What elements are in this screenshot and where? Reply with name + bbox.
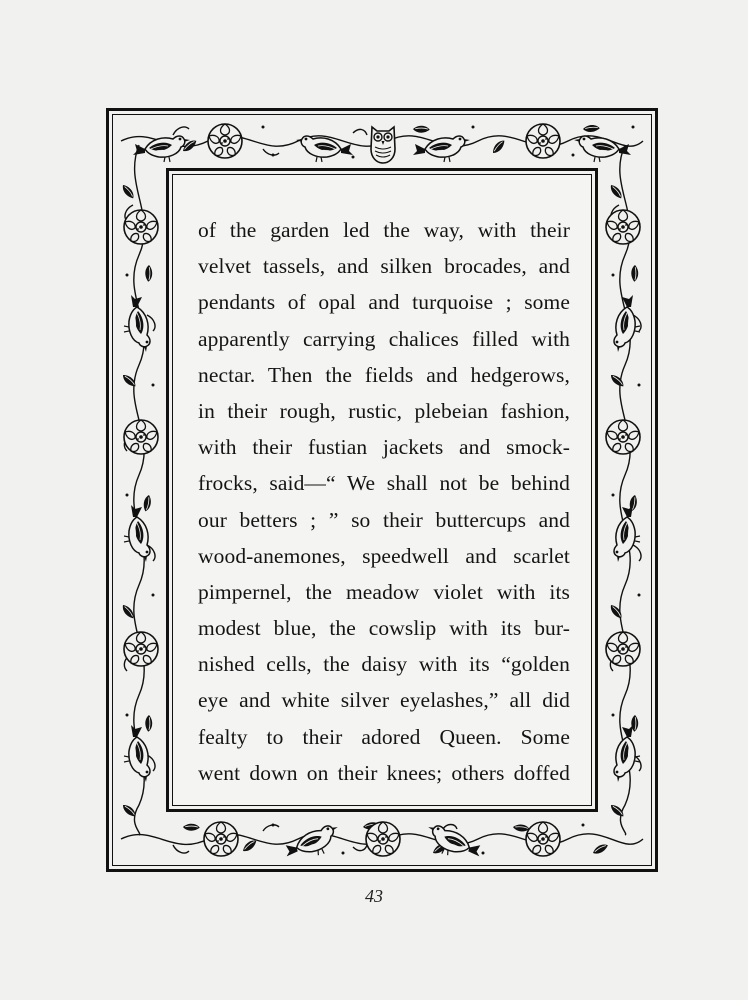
text-line: eye and white silver eyelashes,” all did: [198, 688, 570, 713]
text-line: modest blue, the cowslip with its bur-: [198, 616, 570, 641]
body-text: [198, 212, 570, 791]
text-line: of the garden led the way, with their: [198, 218, 570, 242]
text-line: in their rough, rustic, plebeian fashion,: [198, 398, 570, 423]
text-line: nished cells, the daisy with its “golden: [198, 652, 570, 677]
owl-ornament: [371, 127, 395, 163]
page-number: 43: [365, 886, 383, 906]
text-line: our betters ; ” so their buttercups and: [198, 507, 570, 532]
text-line: with their fustian jackets and smock-: [198, 435, 570, 460]
text-line: went down on their knees; others doffed: [198, 760, 570, 785]
text-line: pendants of opal and turquoise ; some: [198, 290, 570, 315]
text-line: velvet tassels, and silken brocades, and: [198, 254, 570, 279]
text-line: wood-anemones, speedwell and scarlet: [198, 543, 570, 568]
text-line: fealty to their adored Queen. Some: [198, 724, 570, 749]
text-line: frocks, said—“ We shall not be behind: [198, 471, 570, 496]
text-line: apparently carrying chalices filled with: [198, 326, 570, 351]
text-line: nectar. Then the fields and hedgerows,: [198, 362, 570, 387]
text-line: pimpernel, the meadow violet with its: [198, 579, 570, 604]
